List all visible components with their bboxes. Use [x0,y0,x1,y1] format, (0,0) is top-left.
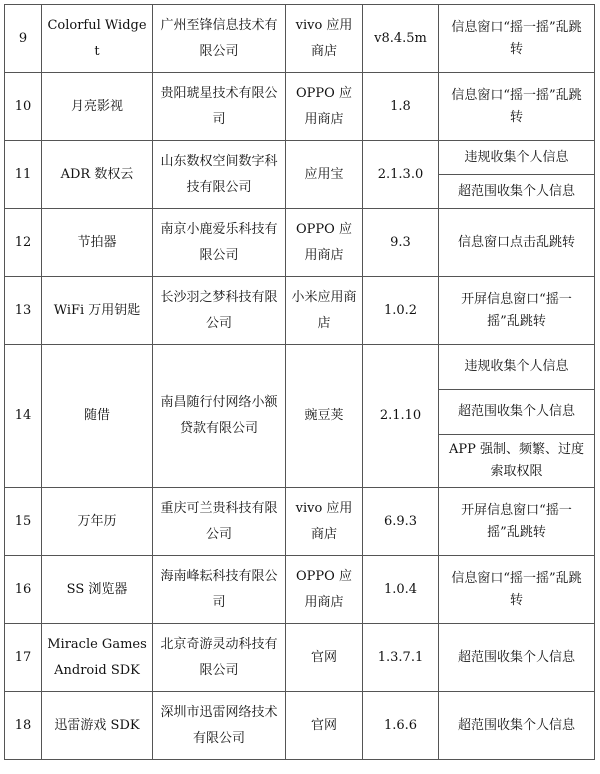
table-row [5,488,595,556]
app-version: 2.1.10 [363,345,439,488]
row-number: 9 [5,5,42,73]
table-row [5,73,595,141]
app-version: 1.6.6 [363,692,439,760]
app-version: 2.1.3.0 [363,141,439,209]
developer-name: 南京小鹿爱乐科技有限公司 [153,209,286,277]
app-version: 6.9.3 [363,488,439,556]
app-name: 随借 [42,345,153,488]
violation-issue: APP 强制、频繁、过度索取权限 [439,435,595,488]
app-version: 1.3.7.1 [363,624,439,692]
violation-issue: 开屏信息窗口“摇一摇”乱跳转 [439,277,595,345]
app-version: 1.0.2 [363,277,439,345]
developer-name: 重庆可兰贵科技有限公司 [153,488,286,556]
developer-name: 广州至锋信息技术有限公司 [153,5,286,73]
developer-name: 海南峰耘科技有限公司 [153,556,286,624]
table-row [5,5,595,73]
violation-issue: 超范围收集个人信息 [439,390,595,435]
row-number: 12 [5,209,42,277]
developer-name: 南昌随行付网络小额贷款有限公司 [153,345,286,488]
violation-issue: 超范围收集个人信息 [439,175,595,209]
developer-name: 北京奇游灵动科技有限公司 [153,624,286,692]
violation-issue: 信息窗口“摇一摇”乱跳转 [439,5,595,73]
row-number: 11 [5,141,42,209]
table-row [5,141,595,175]
app-version: 1.0.4 [363,556,439,624]
table-row [5,692,595,760]
app-version: 1.8 [363,73,439,141]
row-number: 10 [5,73,42,141]
app-name: Miracle Games Android SDK [42,624,153,692]
violation-issue: 信息窗口“摇一摇”乱跳转 [439,556,595,624]
app-name: 迅雷游戏 SDK [42,692,153,760]
app-store: 小米应用商店 [286,277,363,345]
violation-issue: 信息窗口点击乱跳转 [439,209,595,277]
violation-issue: 违规收集个人信息 [439,141,595,175]
row-number: 14 [5,345,42,488]
app-store: 豌豆荚 [286,345,363,488]
table-row [5,277,595,345]
row-number: 15 [5,488,42,556]
app-store: vivo 应用商店 [286,488,363,556]
app-name: 节拍器 [42,209,153,277]
table-body [5,5,595,760]
app-version: v8.4.5m [363,5,439,73]
violation-issue: 信息窗口“摇一摇”乱跳转 [439,73,595,141]
app-name: WiFi 万用钥匙 [42,277,153,345]
table-row [5,209,595,277]
developer-name: 贵阳琥星技术有限公司 [153,73,286,141]
app-store: 官网 [286,692,363,760]
app-violation-table [4,4,595,760]
violation-issue: 超范围收集个人信息 [439,692,595,760]
app-name: SS 浏览器 [42,556,153,624]
app-store: vivo 应用商店 [286,5,363,73]
row-number: 17 [5,624,42,692]
app-name: ADR 数权云 [42,141,153,209]
app-version: 9.3 [363,209,439,277]
app-name: Colorful Widget [42,5,153,73]
row-number: 13 [5,277,42,345]
developer-name: 深圳市迅雷网络技术有限公司 [153,692,286,760]
violation-issue: 开屏信息窗口“摇一摇”乱跳转 [439,488,595,556]
table-row [5,556,595,624]
app-name: 万年历 [42,488,153,556]
app-store: 官网 [286,624,363,692]
app-store: OPPO 应用商店 [286,556,363,624]
developer-name: 山东数权空间数字科技有限公司 [153,141,286,209]
table-row [5,345,595,390]
app-store: OPPO 应用商店 [286,73,363,141]
violation-issue: 超范围收集个人信息 [439,624,595,692]
app-name: 月亮影视 [42,73,153,141]
developer-name: 长沙羽之梦科技有限公司 [153,277,286,345]
table-row [5,624,595,692]
row-number: 18 [5,692,42,760]
app-store: 应用宝 [286,141,363,209]
row-number: 16 [5,556,42,624]
app-store: OPPO 应用商店 [286,209,363,277]
violation-issue: 违规收集个人信息 [439,345,595,390]
